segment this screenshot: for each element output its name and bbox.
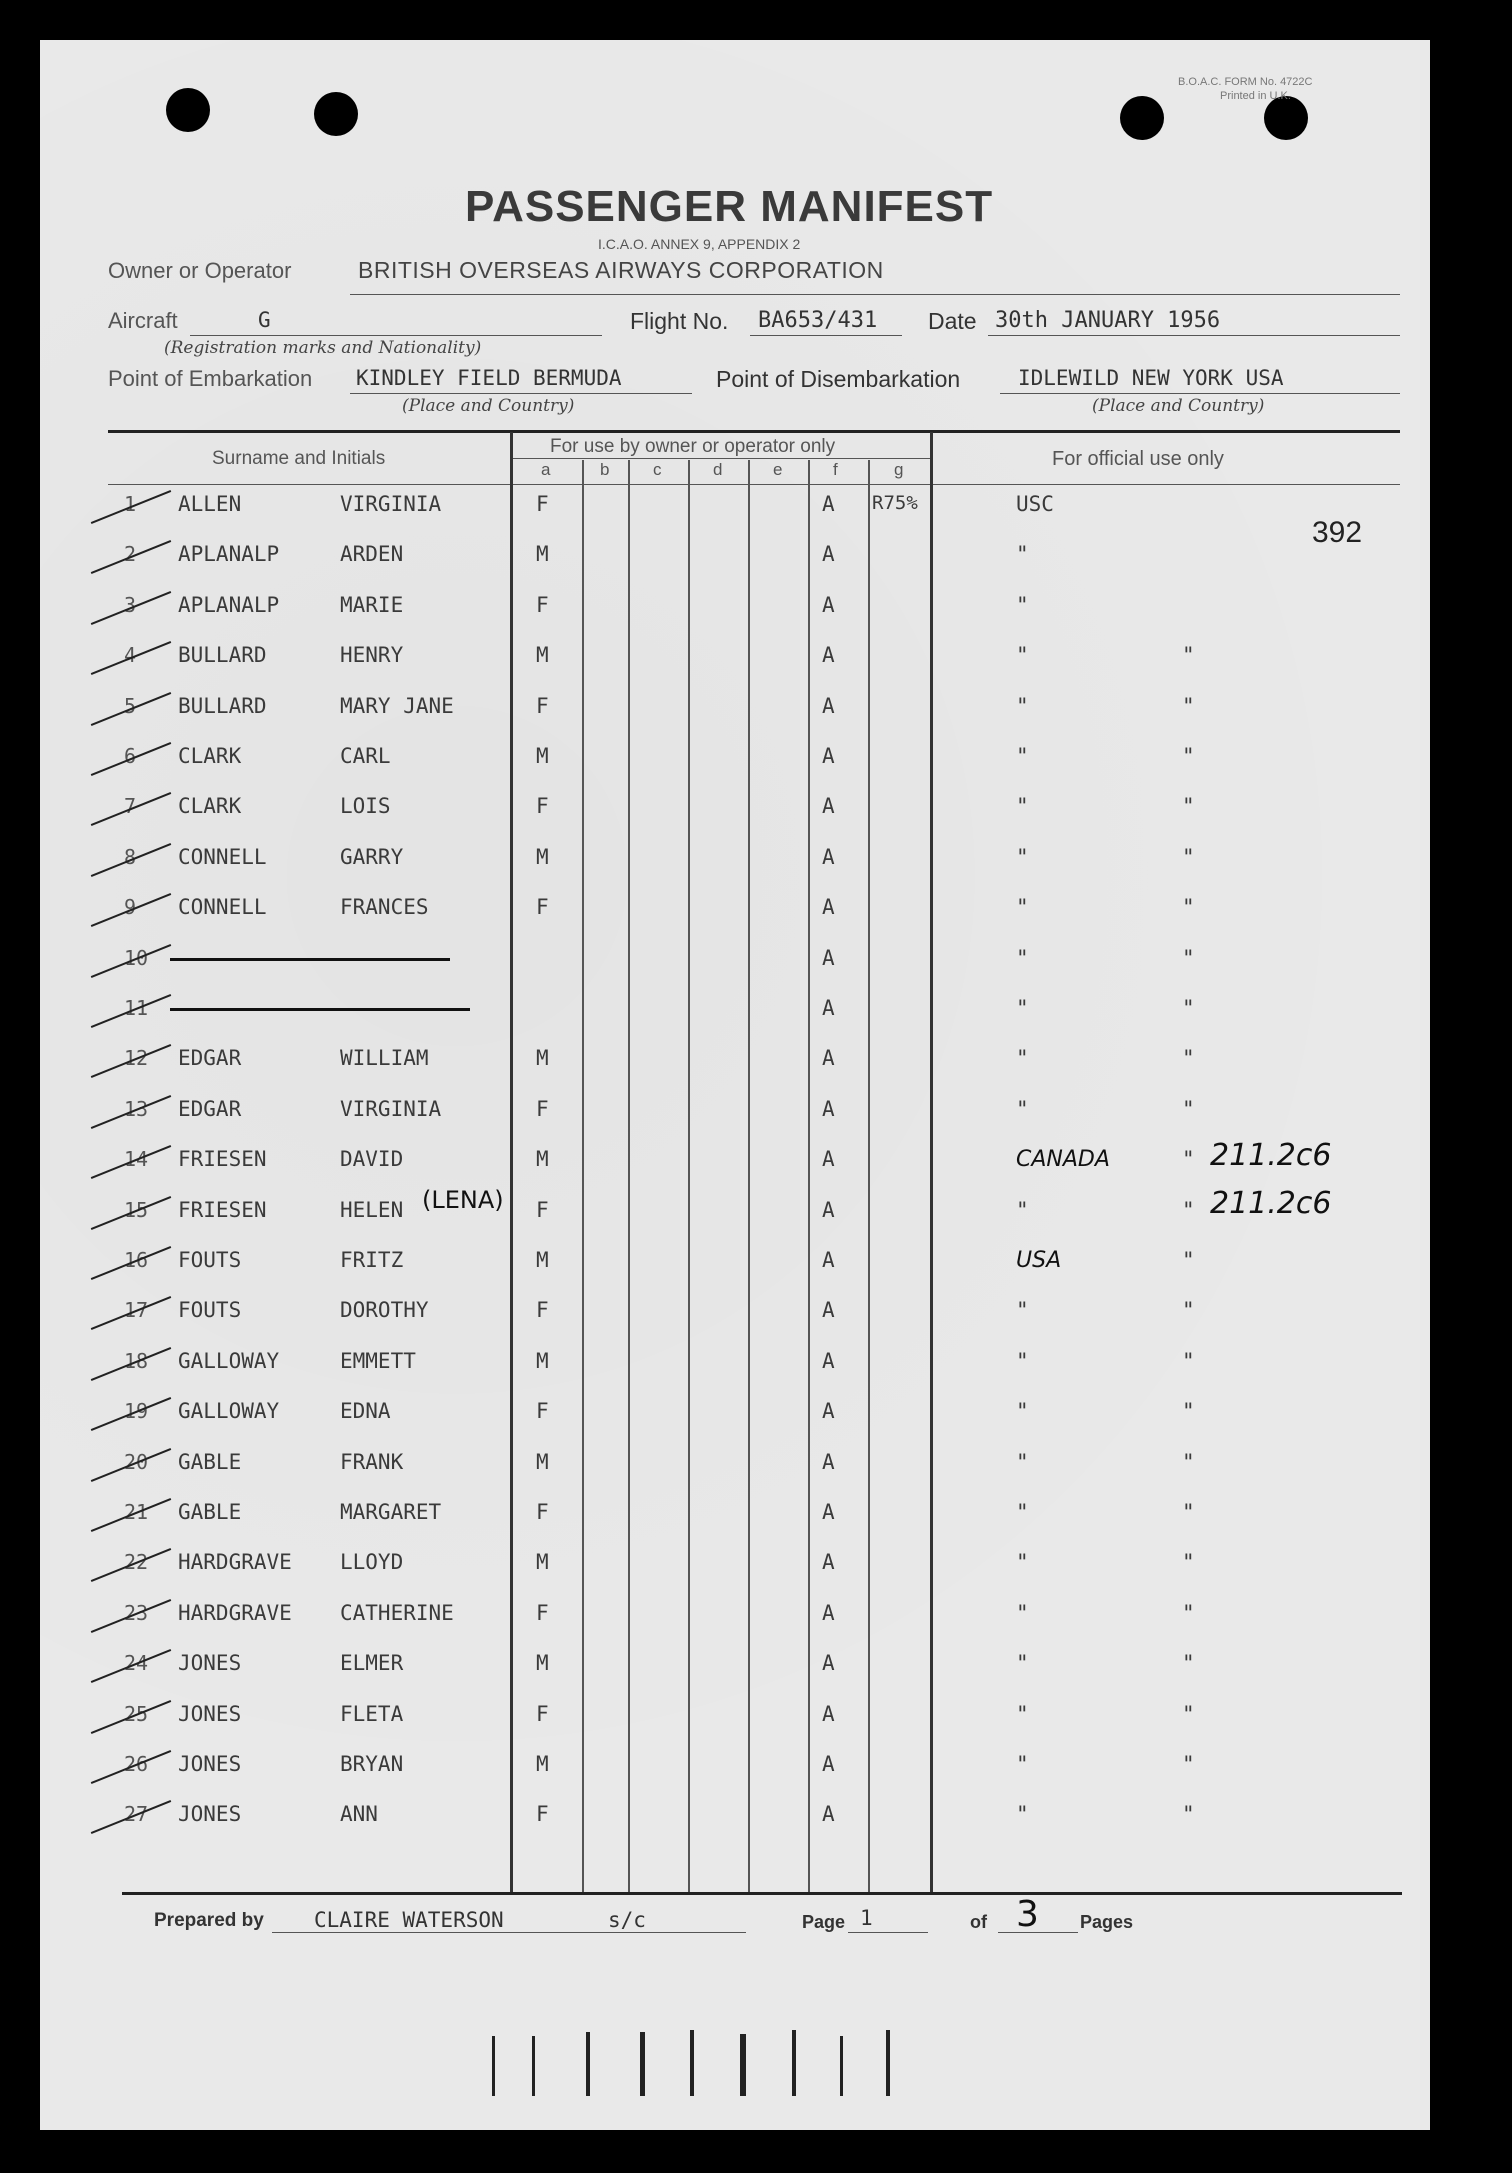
sex-cell: F <box>536 1198 549 1222</box>
table-row <box>40 744 1430 784</box>
sex-cell: F <box>536 1097 549 1121</box>
status-cell: A <box>822 694 835 718</box>
row-number: 13 <box>124 1097 149 1121</box>
table-row <box>40 1601 1430 1641</box>
official-use-header: For official use only <box>1052 448 1224 470</box>
aircraft-value: G <box>258 308 271 332</box>
aircraft-underline <box>190 335 602 336</box>
official-use-cell: USA <box>1016 1248 1062 1273</box>
status-cell: A <box>822 593 835 617</box>
given-name-cell: ELMER <box>340 1651 404 1675</box>
row-number: 20 <box>124 1450 149 1474</box>
total-pages: 3 <box>1016 1894 1039 1935</box>
surname-cell: EDGAR <box>178 1046 242 1070</box>
given-name-cell: ARDEN <box>340 542 404 566</box>
sex-cell: M <box>536 1752 549 1776</box>
official-use-cell: " <box>1016 1046 1029 1070</box>
given-name-cell: VIRGINIA <box>340 492 442 516</box>
official-use-cell-2: " <box>1182 1298 1195 1322</box>
official-use-cell-2: " <box>1182 643 1195 667</box>
status-cell: A <box>822 845 835 869</box>
surname-cell: APLANALP <box>178 542 280 566</box>
form-number: B.O.A.C. FORM No. 4722C <box>1178 76 1313 88</box>
prepared-underline <box>272 1932 746 1933</box>
embark-underline <box>350 393 692 394</box>
status-cell: A <box>822 1450 835 1474</box>
given-name-cell: VIRGINIA <box>340 1097 442 1121</box>
table-row <box>40 1500 1430 1540</box>
surname-cell: JONES <box>178 1651 242 1675</box>
official-use-cell-2: " <box>1182 694 1195 718</box>
prepared-value: CLAIRE WATERSON <box>314 1908 504 1932</box>
row-number: 2 <box>124 542 137 566</box>
code-annotation-15: 211.2c6 <box>1210 1186 1332 1221</box>
manifest-paper <box>40 40 1430 2130</box>
sex-cell: F <box>536 895 549 919</box>
official-use-cell-2: " <box>1182 1248 1195 1272</box>
sex-cell: F <box>536 1601 549 1625</box>
status-cell: A <box>822 1349 835 1373</box>
sex-cell: M <box>536 542 549 566</box>
total-underline <box>998 1932 1078 1933</box>
row-number: 9 <box>124 895 137 919</box>
printed-in: Printed in U.K. <box>1220 90 1291 102</box>
given-name-cell: FRANK <box>340 1450 404 1474</box>
struck-entry-line <box>170 958 450 961</box>
table-row <box>40 1550 1430 1590</box>
official-use-cell: " <box>1016 694 1029 718</box>
given-name-cell: BRYAN <box>340 1752 404 1776</box>
row-number: 1 <box>124 492 137 516</box>
status-cell: A <box>822 1752 835 1776</box>
table-row <box>40 1349 1430 1389</box>
official-use-cell: " <box>1016 996 1029 1020</box>
given-name-cell: ANN <box>340 1802 378 1826</box>
sex-cell: M <box>536 1147 549 1171</box>
surname-cell: ALLEN <box>178 492 242 516</box>
flight-label: Flight No. <box>630 308 729 334</box>
table-row <box>40 1097 1430 1137</box>
official-use-cell-2: " <box>1182 1500 1195 1524</box>
given-name-cell: EDNA <box>340 1399 391 1423</box>
page-label: Page <box>802 1912 846 1932</box>
bleed-through-mark <box>792 2030 796 2096</box>
embark-label: Point of Embarkation <box>108 366 313 391</box>
surname-cell: BULLARD <box>178 694 267 718</box>
official-use-cell-2: " <box>1182 1399 1195 1423</box>
row-number: 7 <box>124 794 137 818</box>
page-title: PASSENGER MANIFEST <box>465 182 994 231</box>
status-cell: A <box>822 1399 835 1423</box>
sex-cell: F <box>536 1399 549 1423</box>
flight-value: BA653/431 <box>758 308 878 333</box>
official-use-cell: " <box>1016 1802 1029 1826</box>
given-name-cell: DAVID <box>340 1147 404 1171</box>
official-use-cell: " <box>1016 1349 1029 1373</box>
sex-cell: M <box>536 1450 549 1474</box>
official-use-cell: " <box>1016 946 1029 970</box>
status-cell: A <box>822 1147 835 1171</box>
row-number: 25 <box>124 1702 149 1726</box>
official-use-cell-2: " <box>1182 946 1195 970</box>
disembark-value: IDLEWILD NEW YORK USA <box>1018 366 1284 390</box>
table-row <box>40 794 1430 834</box>
official-use-cell-2: " <box>1182 1651 1195 1675</box>
aircraft-label: Aircraft <box>108 308 178 333</box>
flight-underline <box>750 335 902 336</box>
row-number: 17 <box>124 1298 149 1322</box>
sex-cell: M <box>536 1349 549 1373</box>
status-cell: A <box>822 1046 835 1070</box>
surname-cell: CLARK <box>178 744 242 768</box>
given-name-cell: DOROTHY <box>340 1298 429 1322</box>
table-row <box>40 895 1430 935</box>
status-cell: A <box>822 1500 835 1524</box>
official-use-cell: " <box>1016 895 1029 919</box>
row-number: 12 <box>124 1046 149 1070</box>
date-value: 30th JANUARY 1956 <box>995 308 1221 333</box>
official-use-cell: " <box>1016 593 1029 617</box>
row-number: 21 <box>124 1500 149 1524</box>
status-cell: A <box>822 1601 835 1625</box>
bleed-through-mark <box>690 2030 694 2096</box>
given-name-cell: LLOYD <box>340 1550 404 1574</box>
sex-cell: M <box>536 845 549 869</box>
table-row <box>40 845 1430 885</box>
owner-underline <box>350 294 1400 295</box>
lena-annotation: (LENA) <box>422 1186 504 1214</box>
bleed-through-mark <box>492 2036 495 2096</box>
surname-cell: JONES <box>178 1752 242 1776</box>
status-cell: A <box>822 1702 835 1726</box>
official-use-cell: " <box>1016 1450 1029 1474</box>
header-rule <box>108 484 1400 485</box>
official-use-cell-2: " <box>1182 794 1195 818</box>
official-use-cell: " <box>1016 1702 1029 1726</box>
table-row <box>40 542 1430 582</box>
official-use-cell: " <box>1016 542 1029 566</box>
embark-value: KINDLEY FIELD BERMUDA <box>356 366 622 390</box>
table-row <box>40 593 1430 633</box>
official-use-cell: " <box>1016 1399 1029 1423</box>
official-use-cell-2: " <box>1182 744 1195 768</box>
prepared-suffix: s/c <box>608 1908 646 1932</box>
fare-cell: R75% <box>872 492 918 514</box>
bleed-through-mark <box>586 2032 590 2096</box>
surname-cell: CLARK <box>178 794 242 818</box>
surname-header: Surname and Initials <box>212 448 386 469</box>
status-cell: A <box>822 1198 835 1222</box>
table-bottom-rule <box>122 1892 1402 1895</box>
table-row <box>40 1298 1430 1338</box>
disembark-place-note: (Place and Country) <box>1092 396 1265 416</box>
official-use-cell-2: " <box>1182 1752 1195 1776</box>
row-number: 16 <box>124 1248 149 1272</box>
surname-cell: EDGAR <box>178 1097 242 1121</box>
row-number: 18 <box>124 1349 149 1373</box>
surname-cell: GABLE <box>178 1500 242 1524</box>
disembark-label: Point of Disembarkation <box>716 366 961 392</box>
table-row <box>40 1651 1430 1691</box>
table-row <box>40 694 1430 734</box>
owner-use-header: For use by owner or operator only <box>550 436 836 457</box>
official-use-cell-2: " <box>1182 845 1195 869</box>
bleed-through-mark <box>886 2030 890 2096</box>
row-number: 4 <box>124 643 137 667</box>
official-use-cell-2: " <box>1182 895 1195 919</box>
row-number: 24 <box>124 1651 149 1675</box>
row-number: 23 <box>124 1601 149 1625</box>
subcolumn-header-b: b <box>600 460 610 479</box>
status-cell: A <box>822 1298 835 1322</box>
surname-cell: FOUTS <box>178 1248 242 1272</box>
date-underline <box>988 335 1400 336</box>
official-use-cell: " <box>1016 1298 1029 1322</box>
surname-cell: GALLOWAY <box>178 1399 280 1423</box>
table-row <box>40 1399 1430 1439</box>
official-use-cell: " <box>1016 794 1029 818</box>
given-name-cell: MARIE <box>340 593 404 617</box>
subcolumn-header-g: g <box>894 460 904 479</box>
row-number: 10 <box>124 946 149 970</box>
sex-cell: F <box>536 694 549 718</box>
table-row <box>40 946 1430 986</box>
given-name-cell: FRANCES <box>340 895 429 919</box>
punch-hole <box>1264 96 1308 140</box>
given-name-cell: LOIS <box>340 794 391 818</box>
surname-cell: BULLARD <box>178 643 267 667</box>
punch-hole <box>166 88 210 132</box>
given-name-cell: MARGARET <box>340 1500 442 1524</box>
table-row <box>40 1248 1430 1288</box>
row-number: 22 <box>124 1550 149 1574</box>
surname-cell: CONNELL <box>178 845 267 869</box>
official-use-cell-2: " <box>1182 1802 1195 1826</box>
of-label: of <box>970 1912 987 1932</box>
surname-cell: FRIESEN <box>178 1147 267 1171</box>
sex-cell: F <box>536 1298 549 1322</box>
row-number: 14 <box>124 1147 149 1171</box>
prepared-label: Prepared by <box>154 1910 264 1931</box>
given-name-cell: MARY JANE <box>340 694 454 718</box>
struck-entry-line <box>170 1008 470 1011</box>
sex-cell: M <box>536 1651 549 1675</box>
row-number: 19 <box>124 1399 149 1423</box>
official-use-cell-2: " <box>1182 1349 1195 1373</box>
owner-label: Owner or Operator <box>108 258 292 283</box>
given-name-cell: FRITZ <box>340 1248 404 1272</box>
surname-cell: JONES <box>178 1702 242 1726</box>
surname-cell: HARDGRAVE <box>178 1601 292 1625</box>
official-use-cell: " <box>1016 744 1029 768</box>
date-label: Date <box>928 308 977 334</box>
given-name-cell: HENRY <box>340 643 404 667</box>
status-cell: A <box>822 1248 835 1272</box>
given-name-cell: WILLIAM <box>340 1046 429 1070</box>
official-use-cell-2: " <box>1182 996 1195 1020</box>
sex-cell: M <box>536 1046 549 1070</box>
official-use-cell: CANADA <box>1016 1147 1110 1172</box>
official-use-cell: " <box>1016 1198 1029 1222</box>
status-cell: A <box>822 744 835 768</box>
official-use-cell-2: " <box>1182 1450 1195 1474</box>
given-name-cell: GARRY <box>340 845 404 869</box>
row-number: 26 <box>124 1752 149 1776</box>
given-name-cell: EMMETT <box>340 1349 416 1373</box>
subcolumn-header-e: e <box>773 460 783 479</box>
given-name-cell: FLETA <box>340 1702 404 1726</box>
sex-cell: M <box>536 1550 549 1574</box>
official-use-cell: " <box>1016 1097 1029 1121</box>
subcolumn-header-f: f <box>833 460 838 479</box>
subcolumn-header-a: a <box>541 460 551 479</box>
given-name-cell: CARL <box>340 744 391 768</box>
official-use-cell-2: " <box>1182 1550 1195 1574</box>
status-cell: A <box>822 643 835 667</box>
official-use-cell: " <box>1016 643 1029 667</box>
status-cell: A <box>822 1802 835 1826</box>
page-value: 1 <box>860 1906 873 1930</box>
status-cell: A <box>822 1097 835 1121</box>
surname-cell: GABLE <box>178 1450 242 1474</box>
owner-header-rule <box>510 458 930 459</box>
status-cell: A <box>822 946 835 970</box>
status-cell: A <box>822 895 835 919</box>
sex-cell: M <box>536 1248 549 1272</box>
official-use-cell: USC <box>1016 492 1054 516</box>
table-row <box>40 1702 1430 1742</box>
row-number: 11 <box>124 996 149 1020</box>
table-row <box>40 492 1430 532</box>
row-number: 8 <box>124 845 137 869</box>
row-number: 15 <box>124 1198 149 1222</box>
sex-cell: F <box>536 1802 549 1826</box>
pages-label: Pages <box>1080 1912 1134 1932</box>
official-use-cell: " <box>1016 1550 1029 1574</box>
table-row <box>40 1450 1430 1490</box>
status-cell: A <box>822 794 835 818</box>
official-use-cell-2: " <box>1182 1046 1195 1070</box>
given-name-cell: HELEN <box>340 1198 404 1222</box>
row-number: 27 <box>124 1802 149 1826</box>
code-annotation-14: 211.2c6 <box>1210 1138 1332 1173</box>
given-name-cell: CATHERINE <box>340 1601 454 1625</box>
surname-cell: FRIESEN <box>178 1198 267 1222</box>
status-cell: A <box>822 542 835 566</box>
official-use-cell: " <box>1016 845 1029 869</box>
row-number: 6 <box>124 744 137 768</box>
table-row <box>40 996 1430 1036</box>
page-underline <box>848 1932 928 1933</box>
official-use-cell-2: " <box>1182 1702 1195 1726</box>
sex-cell: F <box>536 492 549 516</box>
row-number: 3 <box>124 593 137 617</box>
sex-cell: F <box>536 1702 549 1726</box>
table-row <box>40 1752 1430 1792</box>
bleed-through-mark <box>740 2034 746 2096</box>
official-use-cell: " <box>1016 1500 1029 1524</box>
annex-note: I.C.A.O. ANNEX 9, APPENDIX 2 <box>598 236 801 252</box>
table-top-rule <box>108 430 1400 433</box>
official-use-cell: " <box>1016 1752 1029 1776</box>
punch-hole <box>1120 96 1164 140</box>
bleed-through-mark <box>532 2036 535 2096</box>
official-use-cell: " <box>1016 1651 1029 1675</box>
document-number: 392 <box>1312 516 1363 549</box>
official-use-cell-2: " <box>1182 1147 1195 1171</box>
surname-cell: FOUTS <box>178 1298 242 1322</box>
bleed-through-mark <box>640 2032 645 2096</box>
surname-cell: JONES <box>178 1802 242 1826</box>
sex-cell: F <box>536 593 549 617</box>
sex-cell: M <box>536 744 549 768</box>
surname-cell: GALLOWAY <box>178 1349 280 1373</box>
surname-cell: CONNELL <box>178 895 267 919</box>
sex-cell: F <box>536 794 549 818</box>
official-use-cell: " <box>1016 1601 1029 1625</box>
registration-note: (Registration marks and Nationality) <box>164 338 482 358</box>
subcolumn-header-c: c <box>653 460 662 479</box>
owner-value: BRITISH OVERSEAS AIRWAYS CORPORATION <box>358 257 884 283</box>
sex-cell: M <box>536 643 549 667</box>
status-cell: A <box>822 996 835 1020</box>
table-row <box>40 1046 1430 1086</box>
official-use-cell-2: " <box>1182 1198 1195 1222</box>
disembark-underline <box>1000 393 1400 394</box>
table-row <box>40 643 1430 683</box>
status-cell: A <box>822 1651 835 1675</box>
punch-hole <box>314 92 358 136</box>
status-cell: A <box>822 492 835 516</box>
surname-cell: HARDGRAVE <box>178 1550 292 1574</box>
status-cell: A <box>822 1550 835 1574</box>
official-use-cell-2: " <box>1182 1097 1195 1121</box>
subcolumn-header-d: d <box>713 460 723 479</box>
official-use-cell-2: " <box>1182 1601 1195 1625</box>
table-row <box>40 1802 1430 1842</box>
bleed-through-mark <box>840 2036 843 2096</box>
surname-cell: APLANALP <box>178 593 280 617</box>
row-number: 5 <box>124 694 137 718</box>
sex-cell: F <box>536 1500 549 1524</box>
embark-place-note: (Place and Country) <box>402 396 575 416</box>
